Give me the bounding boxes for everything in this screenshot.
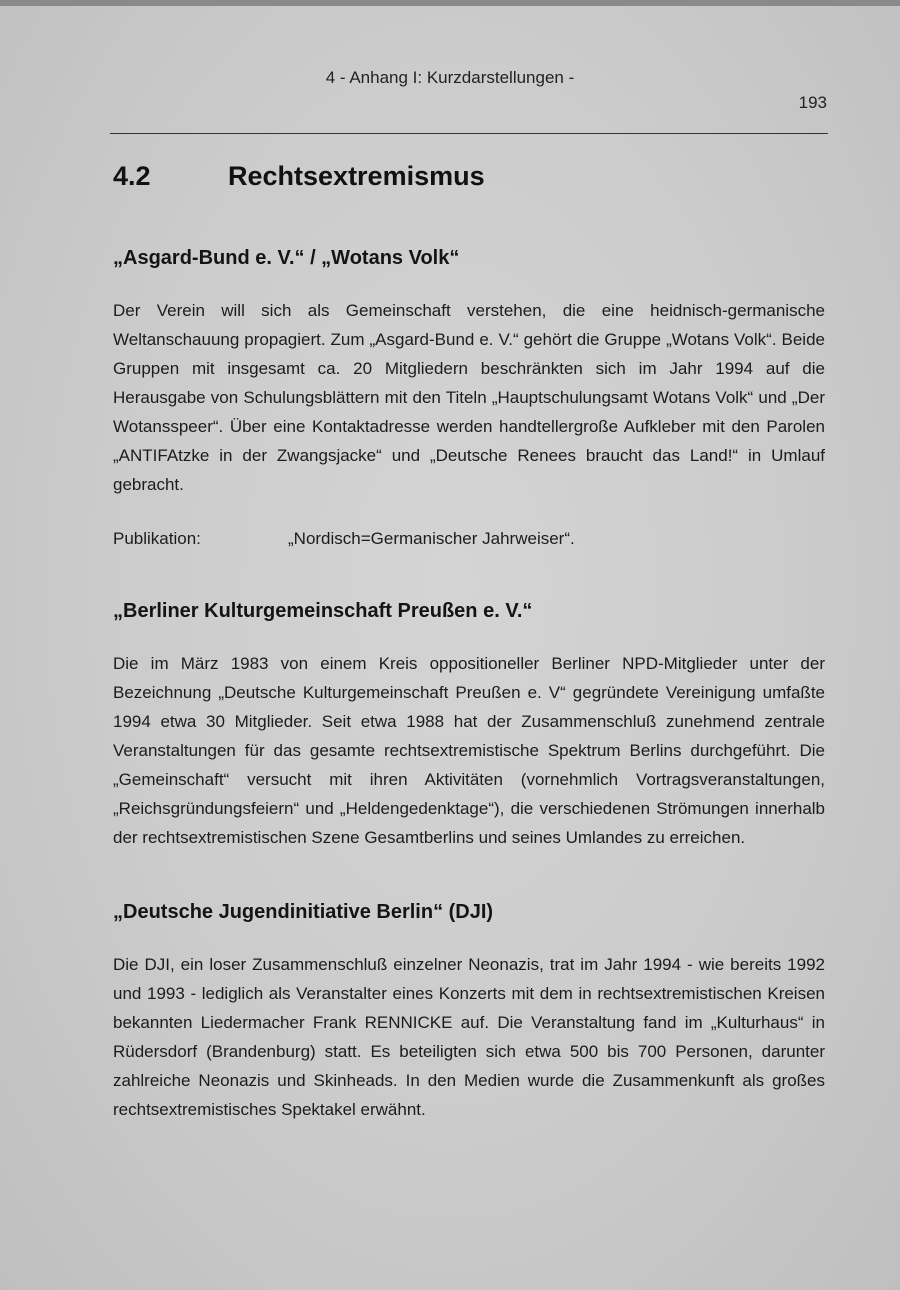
section-title: Rechtsextremismus bbox=[228, 161, 485, 191]
running-header: 4 - Anhang I: Kurzdarstellungen - bbox=[325, 68, 575, 87]
publication-line bbox=[113, 529, 825, 549]
entry-berliner-kulturgemeinschaft bbox=[113, 599, 825, 852]
entry-paragraph: Der Verein will sich als Gemeinschaft verstehen, die eine heidnisch-germanische Weltanschauung propagiert. Zum „Asgard-Bund e. V.“ gehört die Gruppe „Wotans Volk“. Beide Gruppen mit insgesamt ca. 20 Mitgliedern beschränkten sich im Jahr 1994 auf die Herausgabe von Schulungsblättern mit den Titeln „Hauptschulungsamt Wotans Volk“ und „Der Wotansspeer“. Über eine Kontaktadresse werden handtellergroße Aufkleber mit den Parolen „ANTIFAtzke in der Zwangsjacke“ und „Deutsche Renees braucht das Land!“ in Umlauf gebracht. bbox=[113, 301, 825, 494]
entry-paragraph: Die im März 1983 von einem Kreis oppositioneller Berliner NPD-Mitglieder unter der Bezeichnung „Deutsche Kulturgemeinschaft Preußen e. V“ gegründete Vereinigung umfaßte 1994 etwa 30 Mitglieder. Seit etwa 1988 hat der Zusammenschluß zunehmend zentrale Veranstaltungen für das gesamte rechtsextremistische Spektrum Berlins durchgeführt. Die „Gemeinschaft“ versucht mit ihren Aktivitäten (vornehmlich Vortragsveranstaltungen, „Reichsgründungsfeiern“ und „Heldengedenktage“), die verschiedenen Strömungen innerhalb der rechtsextremistischen Szene Gesamtberlins und seines Umlandes zu erreichen. bbox=[113, 654, 825, 847]
section-heading bbox=[113, 161, 485, 192]
entry-deutsche-jugendinitiative bbox=[113, 900, 825, 1124]
section-number: 4.2 bbox=[113, 161, 151, 191]
header-divider bbox=[110, 133, 828, 134]
entry-paragraph: Die DJI, ein loser Zusammenschluß einzelner Neonazis, trat im Jahr 1994 - wie bereits 1992 und 1993 - lediglich als Veranstalter eines Konzerts mit dem in rechtsextremistischen Kreisen bekannten Liedermacher Frank RENNICKE auf. Die Veranstaltung fand im „Kulturhaus“ in Rüdersdorf (Brandenburg) statt. Es beteiligten sich etwa 500 bis 700 Personen, darunter zahlreiche Neonazis und Skinheads. In den Medien wurde die Zusammenkunft als großes rechtsextremistisches Spektakel erwähnt. bbox=[113, 955, 825, 1119]
main-content bbox=[113, 246, 825, 1124]
page-number: 193 bbox=[798, 93, 827, 112]
publication-value: „Nordisch=Germanischer Jahrweiser“. bbox=[288, 529, 575, 548]
entry-title: „Berliner Kulturgemeinschaft Preußen e. V.“ bbox=[113, 600, 533, 622]
entry-title: „Deutsche Jugendinitiative Berlin“ (DJI) bbox=[113, 901, 494, 923]
publication-label: Publikation: bbox=[113, 529, 201, 548]
entry-asgard-bund bbox=[113, 246, 825, 549]
entry-title: „Asgard-Bund e. V.“ / „Wotans Volk“ bbox=[113, 247, 460, 269]
